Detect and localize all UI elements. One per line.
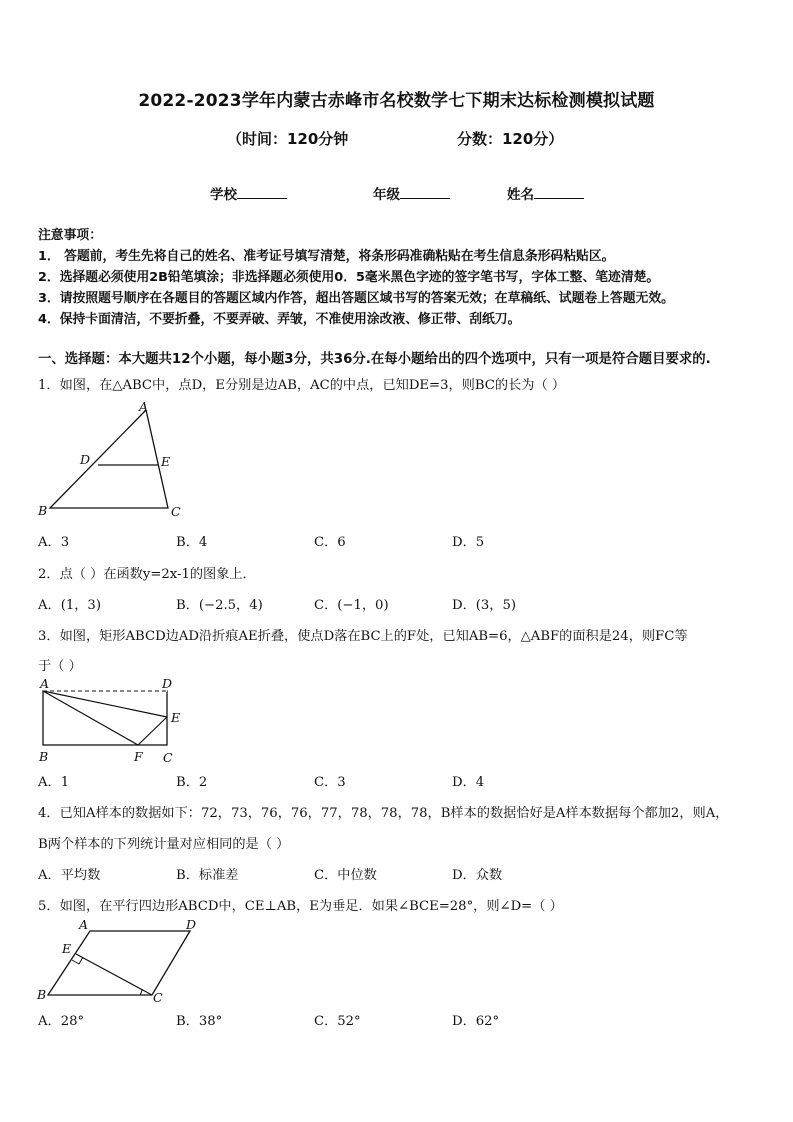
label-d: D [80,452,91,467]
perpendicular-ce [76,954,152,995]
q3-option-d: D．4 [452,775,485,790]
label-d: D [162,676,173,691]
school-blank [237,184,287,199]
crease-ae [43,691,167,717]
q5-option-a: A．28° [38,1014,85,1029]
note-item: 2．选择题必须使用2B铅笔填涂；非选择题必须使用0．5毫米黑色字迹的签字笔书写，字体工整、笔迹清楚。 [38,270,660,285]
label-c: C [171,504,181,519]
label-a: A [79,917,89,932]
label-f: F [134,749,143,764]
rectangle-abcd [43,691,167,745]
label-e: E [171,710,181,725]
right-angle-mark [72,957,83,964]
name-field [507,183,584,203]
q4-option-b: B．标准差 [176,868,239,883]
question-1-figure [34,398,194,522]
q1-option-a: A．3 [38,535,70,550]
question-3-stem-line1: 3．如图，矩形ABCD边AD沿折痕AE折叠，使点D落在BC上的F处，已知AB=6，△ABF的面积是24，则FC等 [38,629,688,644]
section-heading: 一、选择题：本大题共12个小题，每小题3分，共36分.在每小题给出的四个选项中，只有一项是符合题目要求的. [38,352,711,367]
label-b: B [38,503,48,518]
note-item: 4．保持卡面清洁，不要折叠，不要弄破、弄皱，不准使用涂改液、修正带、刮纸刀。 [38,312,521,327]
exam-score: 分数：120分） [457,130,564,148]
q2-option-a: A．(1，3) [38,598,101,613]
school-field [210,183,287,203]
label-b: B [37,987,47,1002]
q3-option-b: B．2 [176,775,208,790]
school-label: 学校 [210,187,237,203]
q5-option-d: D．62° [452,1014,500,1029]
notes-heading: 注意事项： [38,228,102,243]
grade-field [373,183,450,203]
label-a: A [40,676,50,691]
label-c: C [153,990,163,1005]
question-3-stem-line2: 于（ ） [38,659,82,674]
q1-option-d: D．5 [452,535,485,550]
q5-option-b: B．38° [176,1014,223,1029]
q2-option-b: B．(−2.5，4) [176,598,263,613]
question-5-figure [34,915,204,1007]
q4-option-a: A．平均数 [38,868,101,883]
q1-option-b: B．4 [176,535,208,550]
segment-fe [138,717,167,745]
q2-option-c: C．(−1，0) [314,598,389,613]
question-3-figure [34,675,194,767]
label-e: E [62,941,72,956]
q4-option-d: D．众数 [452,868,503,883]
q3-option-a: A．1 [38,775,70,790]
grade-label: 年级 [373,187,400,203]
note-item: 1． 答题前，考生先将自己的姓名、准考证号填写清楚，将条形码准确粘贴在考生信息条形码粘贴区。 [38,249,615,264]
name-label: 姓名 [507,187,534,203]
label-e: E [161,454,171,469]
q2-option-d: D．(3，5) [452,598,517,613]
angle-bce-mark [140,989,142,995]
label-b: B [39,749,49,764]
q3-option-c: C．3 [314,775,346,790]
question-2-stem: 2．点（ ）在函数y=2x-1的图象上． [38,567,256,582]
name-blank [534,184,584,199]
grade-blank [400,184,450,199]
q5-option-c: C．52° [314,1014,361,1029]
segment-af [43,691,138,745]
question-1-stem: 1．如图，在△ABC中，点D，E分别是边AB，AC的中点，已知DE=3，则BC的长为（ ） [38,378,566,393]
q1-option-c: C．6 [314,535,346,550]
question-4-stem-line2: B两个样本的下列统计量对应相同的是（ ） [38,837,290,852]
label-d: D [186,917,197,932]
question-5-stem: 5．如图，在平行四边形ABCD中，CE⊥AB，E为垂足．如果∠BCE=28°，则∠D=（ ） [38,899,563,914]
exam-time: （时间：120分钟 [227,130,349,148]
paper-title: 2022-2023学年内蒙古赤峰市名校数学七下期末达标检测模拟试题 [138,91,655,111]
note-item: 3．请按照题号顺序在各题目的答题区域内作答，超出答题区域书写的答案无效；在草稿纸、试题卷上答题无效。 [38,291,674,306]
question-4-stem-line1: 4．已知A样本的数据如下：72，73，76，76，77，78，78，78，B样本的数据恰好是A样本数据每个都加2，则A， [38,806,729,821]
label-c: C [163,750,173,765]
triangle-abc [50,410,171,508]
q4-option-c: C．中位数 [314,868,377,883]
label-a: A [139,399,149,414]
